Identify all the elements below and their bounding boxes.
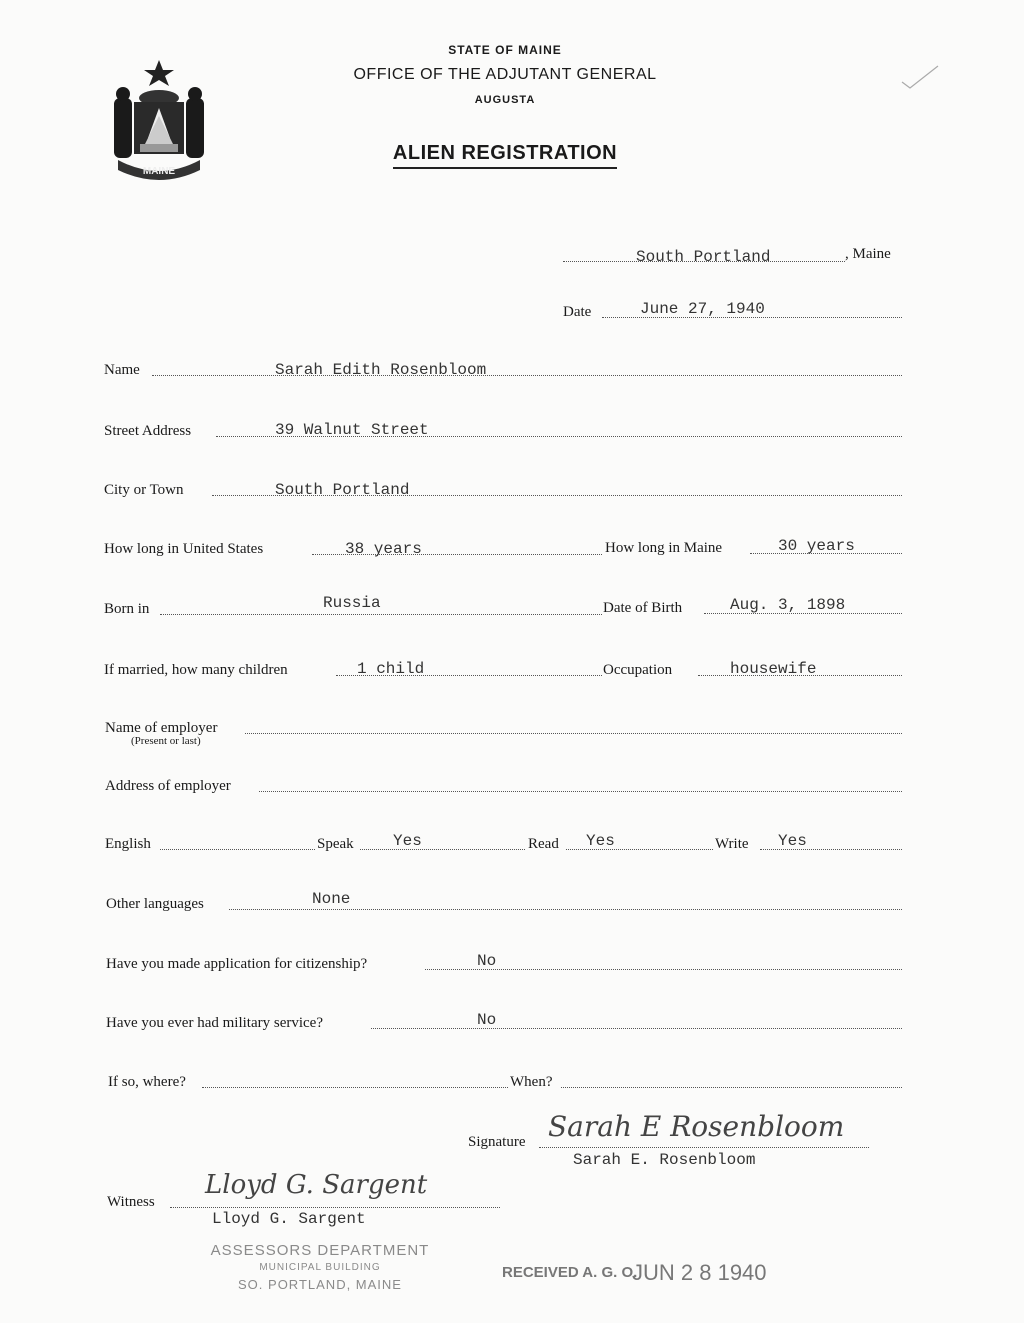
where-label: If so, where? xyxy=(108,1074,186,1090)
occupation-label: Occupation xyxy=(603,662,673,678)
military-value: No xyxy=(477,1011,497,1029)
location-town: South Portland xyxy=(636,248,771,266)
how-long-maine-value: 30 years xyxy=(778,537,855,555)
how-long-us-value: 38 years xyxy=(345,540,422,558)
witness-handwritten: Lloyd G. Sargent xyxy=(205,1170,428,1200)
street-value: 39 Walnut Street xyxy=(275,421,429,439)
how-long-us-label: How long in United States xyxy=(104,541,264,557)
city-value: South Portland xyxy=(275,481,410,499)
when-label: When? xyxy=(510,1074,553,1090)
military-label: Have you ever had military service? xyxy=(106,1015,323,1031)
born-in-value: Russia xyxy=(323,594,381,612)
employer-address-label: Address of employer xyxy=(105,778,231,794)
header-office: OFFICE OF THE ADJUTANT GENERAL xyxy=(353,66,657,83)
read-value: Yes xyxy=(586,832,615,850)
signature-label: Signature xyxy=(468,1134,526,1150)
stamp-received-date: JUN 2 8 1940 xyxy=(632,1260,767,1285)
maine-state-seal-icon xyxy=(104,58,214,184)
witness-typed: Lloyd G. Sargent xyxy=(212,1210,366,1228)
employer-label: Name of employer xyxy=(105,720,218,736)
write-label: Write xyxy=(715,836,749,852)
city-label: City or Town xyxy=(104,482,184,498)
page-title: ALIEN REGISTRATION xyxy=(300,142,710,165)
dob-label: Date of Birth xyxy=(603,600,683,616)
employer-sublabel: (Present or last) xyxy=(131,735,201,747)
other-languages-label: Other languages xyxy=(106,896,204,912)
citizenship-label: Have you made application for citizenship? xyxy=(106,956,368,972)
state-seal xyxy=(104,58,214,184)
speak-label: Speak xyxy=(317,836,354,852)
born-in-label: Born in xyxy=(104,601,150,617)
date-label: Date xyxy=(563,304,592,320)
children-value: 1 child xyxy=(357,660,425,678)
how-long-maine-label: How long in Maine xyxy=(605,540,723,556)
name-value: Sarah Edith Rosenbloom xyxy=(275,361,487,379)
header-city: AUGUSTA xyxy=(474,94,536,106)
children-label: If married, how many children xyxy=(104,662,288,678)
citizenship-value: No xyxy=(477,952,497,970)
stamp-assessors-line2: MUNICIPAL BUILDING xyxy=(259,1262,381,1273)
english-label: English xyxy=(105,836,151,852)
signature-handwritten: Sarah E Rosenbloom xyxy=(548,1110,845,1143)
occupation-value: housewife xyxy=(730,660,817,678)
signature-typed: Sarah E. Rosenbloom xyxy=(573,1151,756,1169)
street-label: Street Address xyxy=(104,423,192,439)
check-mark-icon xyxy=(900,62,940,92)
dob-value: Aug. 3, 1898 xyxy=(730,596,846,614)
stamp-received-prefix: RECEIVED A. G. O. xyxy=(502,1264,638,1281)
name-label: Name xyxy=(104,362,140,378)
location-state-suffix: , Maine xyxy=(845,246,891,262)
date-value: June 27, 1940 xyxy=(640,300,765,318)
other-languages-value: None xyxy=(312,890,351,908)
stamp-assessors-line1: ASSESSORS DEPARTMENT xyxy=(210,1242,430,1259)
write-value: Yes xyxy=(778,832,807,850)
witness-label: Witness xyxy=(107,1194,155,1210)
stamp-assessors-line3: SO. PORTLAND, MAINE xyxy=(238,1277,402,1292)
read-label: Read xyxy=(528,836,559,852)
speak-value: Yes xyxy=(393,832,422,850)
svg-text:MAINE: MAINE xyxy=(142,166,176,177)
header-state: STATE OF MAINE xyxy=(448,43,562,57)
